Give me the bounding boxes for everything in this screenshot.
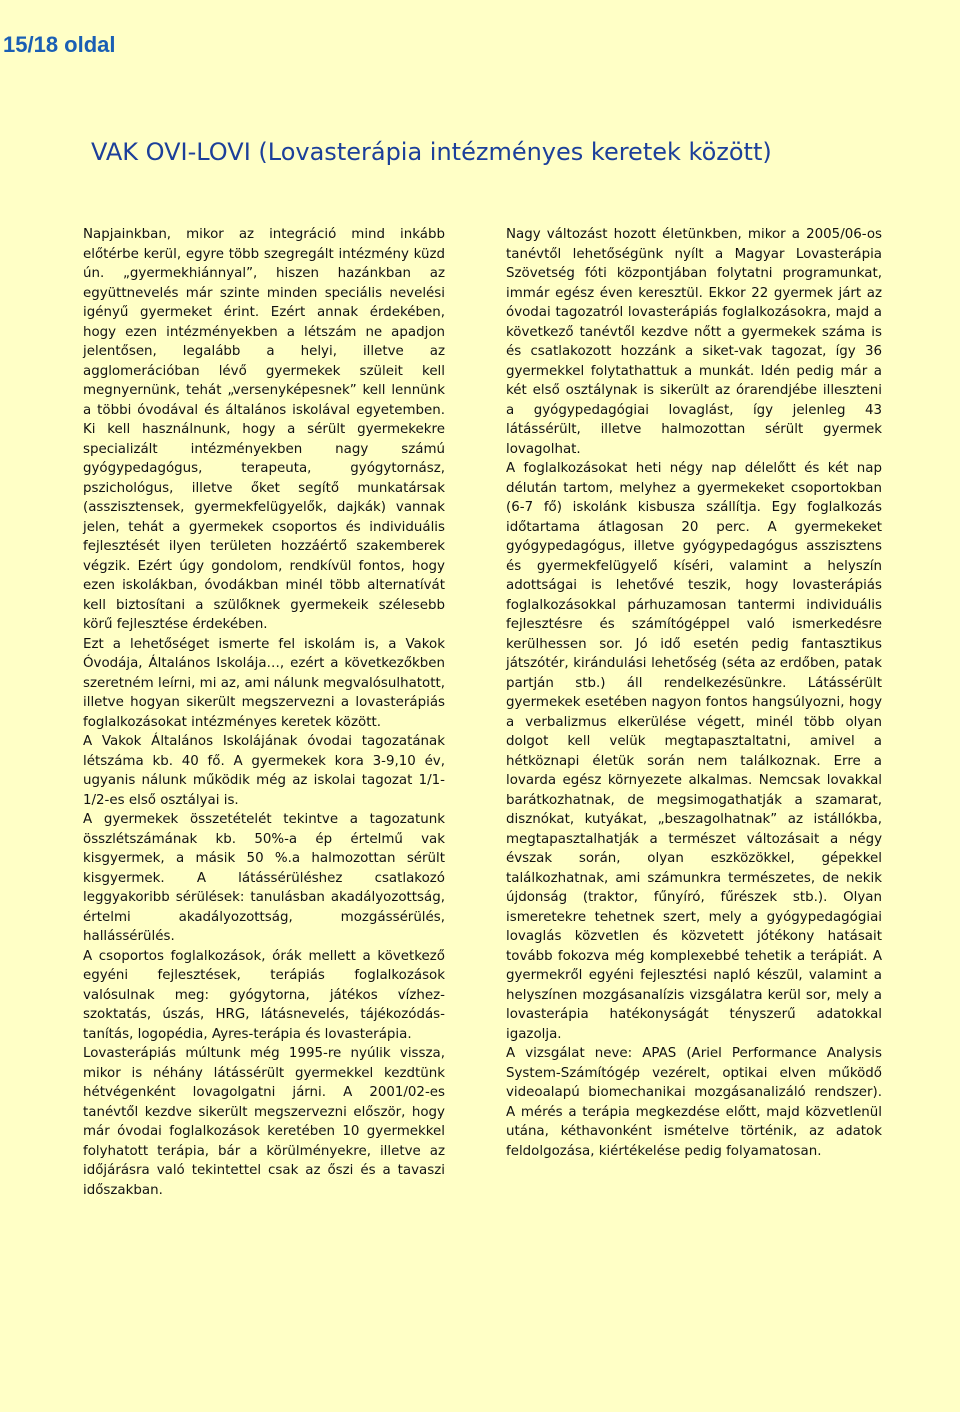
article-title: VAK OVI-LOVI (Lovasterápia intézményes keretek között) xyxy=(91,138,772,166)
paragraph: A foglalkozásokat heti négy nap délelőtt és két nap délután tartom, melyhez a gyermekeket csoportokban (6-7 fő) iskolánk kisbusza szállítja. Egy foglalkozás időtartama átlagosan 20 perc. A gyermekeket gyógypedagógus, illetve gyógypedagógus asszisztens és gyermekfelügyelő kíséri, valamint a helyszín adottságai is lehetővé teszik, hogy lovasterápiás foglalkozásokkal párhuzamosan tantermi individuális fejlesztésre és számítógéppel való ismerkedésre kerülhessen sor. Jó idő esetén pedig fantasztikus játszótér, kirándulási lehetőség (séta az erdőben, patak partján stb.) áll rendelkezésünkre. Látássérült gyermekek esetében nagyon fontos hangsúlyozni, hogy a verbalizmus elkerülése végett, minél több olyan dolgot kell velük megtapasztaltatni, amivel a hétköznapi életük során nem találkoznak. Erre a lovarda egész környezete alkalmas. Nemcsak lovakkal barátkozhatnak, de megsimogathatják a szamarat, disznókat, kutyákat, „beszagolhatnak” az istállókba, megtapasztalhatják a természet változásait a négy évszak során, olyan eszközökkel, gépekkel találkozhatnak, ami számunkra természetes, de nekik újdonság (traktor, fűnyíró, fűrészek stb.). Olyan ismeretekre tehetnek szert, mely a gyógypedagógiai lovaglás közvetlen és közvetett jótékony hatásait tovább fokozva még komplexebbé tehetik a terápiát. A gyermekről egyéni fejlesztési napló készül, valamint a helyszínen mozgásanalízis vizsgálatra kerül sor, mely a lovasterápia hatékonyságát tényszerű adatokkal igazolja. xyxy=(506,461,882,1042)
paragraph: Lovasterápiás múltunk még 1995-re nyúlik vissza, mikor is néhány látássérült gyermekkel kezdtünk hétvégenként lovagolgatni járni. A 2001/02-es tanévtől kezdve sikerült megszervezni először, hogy már óvodai foglalkozások keretében 10 gyermekkel folyhatott terápia, bár a körülményekre, illetve az időjárásra való tekintettel csak az őszi és a tavaszi időszakban. xyxy=(83,1046,445,1198)
right-text-column xyxy=(506,225,882,1161)
paragraph: A vizsgálat neve: APAS (Ariel Performance Analysis System-Számítógép vezérelt, optikai elven működő videoalapú biomechanikai mozgásanalizáló rendszer). A mérés a terápia megkezdése előtt, majd közvetlenül utána, kéthavonként ismételve történik, az adatok feldolgozása, kiértékelése pedig folyamatosan. xyxy=(506,1046,882,1159)
paragraph: A gyermekek összetételét tekintve a tagozatunk összlétszámának kb. 50%-a ép értelmű vak kisgyermek, a másik 50 %.a halmozottan sérült kisgyermek. A látássérüléshez csatlakozó leggyakoribb sérülések: tanulásban akadályozottság, értelmi akadályozottság, mozgássérülés, hallássérülés. xyxy=(83,812,445,944)
page-number: 15/18 oldal xyxy=(3,32,116,57)
paragraph: A Vakok Általános Iskolájának óvodai tagozatának létszáma kb. 40 fő. A gyermekek kora 3-9,10 év, ugyanis nálunk működik még az iskolai tagozat 1/1-1/2-es első osztályai is. xyxy=(83,734,445,808)
paragraph: Napjainkban, mikor az integráció mind inkább előtérbe kerül, egyre több szegregált intézmény küzd ún. „gyermekhiánnyal”, hiszen hazánkban az együttnevelés már szinte minden speciális nevelési igényű gyermeket érint. Ezért annak érdekében, hogy ezen intézményekben a létszám ne apadjon jelentősen, legalább a helyi, illetve az agglomerációban lévő gyermekek szüleit kell megnyernünk, tehát „versenyképesnek” kell lennünk a többi óvodával és általános iskolával egyetemben. Ki kell használnunk, hogy a sérült gyermekekre specializált intézményekben nagy számú gyógypedagógus, terapeuta, gyógytornász, pszichológus, illetve őket segítő munkatársak (asszisztensek, gyermekfelügyelők, dajkák) vannak jelen, tehát a gyermekek csoportos és individuális fejlesztését ilyen területen hozzáértő szakemberek végzik. Ezért úgy gondolom, rendkívül fontos, hogy ezen iskolákban, óvodákban minél több alternatívát kell biztosítani a szülőknek gyermekeik szélesebb körű fejlesztése érdekében. xyxy=(83,227,445,632)
left-text-column xyxy=(83,225,445,1200)
paragraph: Ezt a lehetőséget ismerte fel iskolám is, a Vakok Óvodája, Általános Iskolája…, ezért a következőkben szeretném leírni, mi az, ami nálunk megvalósulhatott, illetve hogyan sikerült megszervezni a lovasterápiás foglalkozásokat intézményes keretek között. xyxy=(83,636,445,730)
paragraph: A csoportos foglalkozások, órák mellett a következő egyéni fejlesztések, terápiás foglalkozások valósulnak meg: gyógytorna, játékos vízhez-szoktatás, úszás, HRG, látásnevelés, tájékozódás-tanítás, logopédia, Ayres-terápia és lovasterápia. xyxy=(83,948,445,1042)
paragraph: Nagy változást hozott életünkben, mikor a 2005/06-os tanévtől lehetőségünk nyílt a Magyar Lovasterápia Szövetség fóti központjában folytatni programunkat, immár egész éven keresztül. Ekkor 22 gyermek járt az óvodai tagozatról lovasterápiás foglalkozásokra, majd a következő tanévtől kezdve nőtt a gyermekek száma is és csatlakozott hozzánk a siket-vak tagozat, így 36 gyermekkel folytathattuk a munkát. Idén pedig már a két első osztálynak is sikerült az órarendjébe illeszteni a gyógypedagógiai lovaglást, így jelenleg 43 látássérült, illetve halmozottan sérült gyermek lovagolhat. xyxy=(506,227,882,457)
